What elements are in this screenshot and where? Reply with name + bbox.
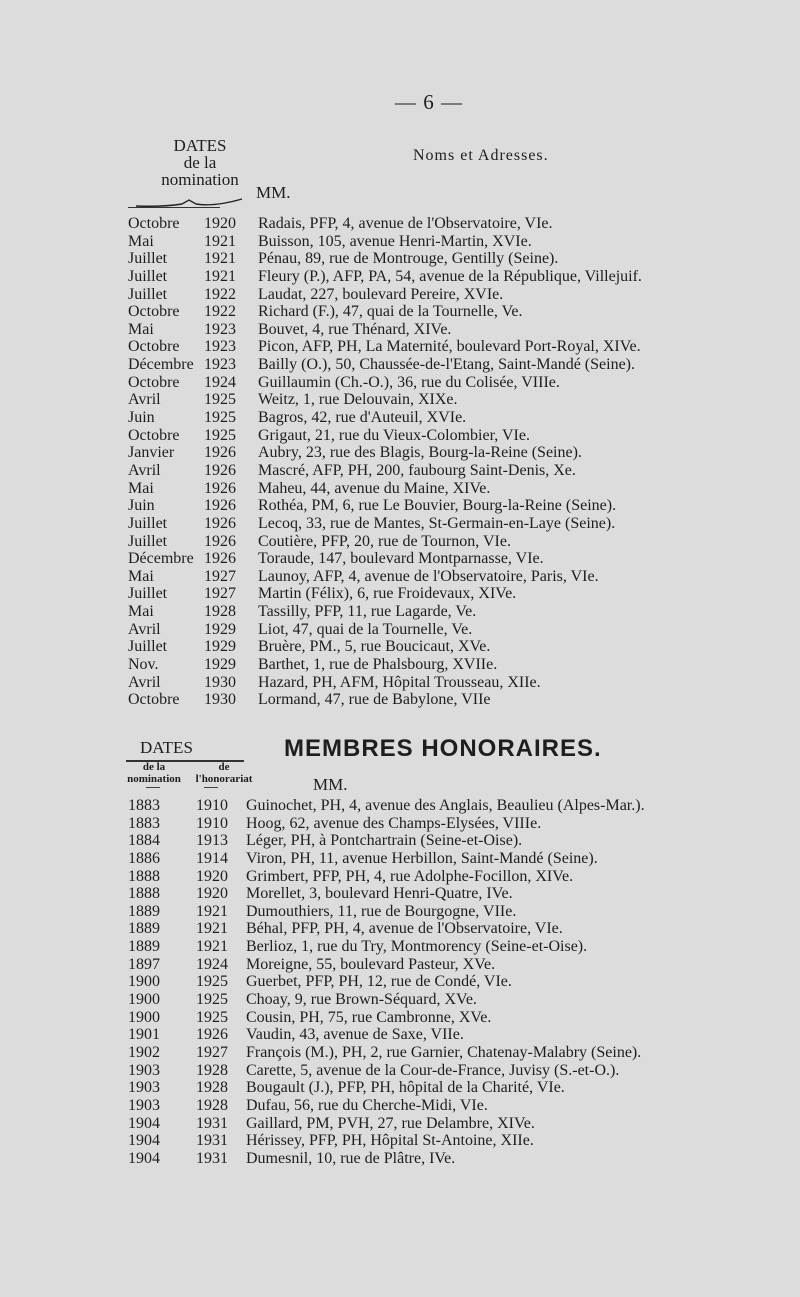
date-year: 1925 <box>204 391 236 409</box>
member-entry: Bouvet, 4, rue Thénard, XIVe. <box>258 320 452 338</box>
member-entry: Grimbert, PFP, PH, 4, rue Adolphe-Focillon, XIVe. <box>246 867 574 885</box>
date-year: 1923 <box>204 338 236 356</box>
date-year: 1923 <box>204 320 236 338</box>
honorariat-year: 1925 <box>196 1008 228 1026</box>
nomination-year: 1900 <box>128 1008 160 1026</box>
honorariat-year: 1920 <box>196 867 228 885</box>
date-month: Nov. <box>128 656 159 674</box>
date-year: 1924 <box>204 373 236 391</box>
member-entry: Aubry, 23, rue des Blagis, Bourg-la-Reine (Seine). <box>258 444 582 462</box>
member-entry: Morellet, 3, boulevard Henri-Quatre, IVe. <box>246 885 513 903</box>
member-entry: Dumesnil, 10, rue de Plâtre, IVe. <box>246 1149 456 1167</box>
date-month: Octobre <box>128 338 180 356</box>
date-year: 1923 <box>204 356 236 374</box>
date-month: Juillet <box>128 514 168 532</box>
member-entry: Gaillard, PM, PVH, 27, rue Delambre, XIVe. <box>246 1114 535 1132</box>
date-year: 1929 <box>204 638 236 656</box>
member-entry: Hérissey, PFP, PH, Hôpital St-Antoine, XIIe. <box>246 1132 534 1150</box>
member-entry: Viron, PH, 11, avenue Herbillon, Saint-Mandé (Seine). <box>246 849 598 867</box>
nomination-year: 1888 <box>128 867 160 885</box>
nomination-year: 1884 <box>128 832 160 850</box>
honorariat-year: 1925 <box>196 991 228 1009</box>
member-entry: Mascré, AFP, PH, 200, faubourg Saint-Denis, Xe. <box>258 461 576 479</box>
member-entry: Pénau, 89, rue de Montrouge, Gentilly (Seine). <box>258 250 559 268</box>
member-entry: Buisson, 105, avenue Henri-Martin, XVIe. <box>258 232 532 250</box>
date-month: Juin <box>128 497 155 515</box>
section-title: MEMBRES HONORAIRES. <box>284 735 602 762</box>
honorariat-subheader <box>186 761 262 785</box>
date-year: 1926 <box>204 497 236 515</box>
honorariat-year: 1927 <box>196 1043 228 1061</box>
member-entry: Berlioz, 1, rue du Try, Montmorency (Seine-et-Oise). <box>246 938 588 956</box>
member-entry: Guillaumin (Ch.-O.), 36, rue du Colisée, VIIIe. <box>258 373 560 391</box>
date-year: 1927 <box>204 585 236 603</box>
date-month: Juillet <box>128 638 168 656</box>
date-month: Juillet <box>128 267 168 285</box>
date-year: 1929 <box>204 656 236 674</box>
honorariat-year: 1928 <box>196 1096 228 1114</box>
page-number: — 6 — <box>395 90 463 114</box>
date-year: 1930 <box>204 691 236 709</box>
honorariat-year: 1914 <box>196 849 228 867</box>
date-month: Octobre <box>128 691 180 709</box>
member-entry: Fleury (P.), AFP, PA, 54, avenue de la République, Villejuif. <box>258 267 642 285</box>
nomination-year: 1903 <box>128 1096 160 1114</box>
member-entry: Laudat, 227, boulevard Pereire, XVIe. <box>258 285 504 303</box>
date-year: 1929 <box>204 620 236 638</box>
honorariat-year: 1931 <box>196 1132 228 1150</box>
date-year: 1926 <box>204 532 236 550</box>
member-entry: Carette, 5, avenue de la Cour-de-France, Juvisy (S.-et-O.). <box>246 1061 620 1079</box>
member-entry: Choay, 9, rue Brown-Séquard, XVe. <box>246 991 477 1009</box>
honorariat-year: 1931 <box>196 1149 228 1167</box>
member-entry: Martin (Félix), 6, rue Froidevaux, XIVe. <box>258 585 517 603</box>
date-month: Janvier <box>128 444 175 462</box>
date-month: Octobre <box>128 426 180 444</box>
date-month: Juillet <box>128 250 168 268</box>
nomination-year: 1889 <box>128 938 160 956</box>
date-month: Mai <box>128 567 154 585</box>
subheader-line: l'honorariat <box>195 773 253 785</box>
nomination-year: 1901 <box>128 1026 160 1044</box>
member-entry: Dumouthiers, 11, rue de Bourgogne, VIIe. <box>246 902 517 920</box>
date-year: 1926 <box>204 479 236 497</box>
honorary-dates-header: DATES <box>140 738 193 757</box>
date-month: Mai <box>128 479 154 497</box>
date-year: 1925 <box>204 426 236 444</box>
date-month: Octobre <box>128 303 180 321</box>
date-month: Juin <box>128 409 155 427</box>
date-month: Décembre <box>128 550 194 568</box>
member-entry: Coutière, PFP, 20, rue de Tournon, VIe. <box>258 532 511 550</box>
member-entry: Dufau, 56, rue du Cherche-Midi, VIe. <box>246 1096 488 1114</box>
member-entry: Guerbet, PFP, PH, 12, rue de Condé, VIe. <box>246 973 512 991</box>
member-entry: Toraude, 147, boulevard Montparnasse, VIe. <box>258 550 544 568</box>
nomination-year: 1900 <box>128 991 160 1009</box>
dates-header <box>120 137 280 188</box>
honorariat-year: 1921 <box>196 920 228 938</box>
nomination-year: 1886 <box>128 849 160 867</box>
member-entry: Bruère, PM., 5, rue Boucicaut, XVe. <box>258 638 491 656</box>
member-entry: Barthet, 1, rue de Phalsbourg, XVIIe. <box>258 656 498 674</box>
nomination-year: 1904 <box>128 1149 160 1167</box>
date-year: 1920 <box>204 215 236 232</box>
member-entry: Hazard, PH, AFM, Hôpital Trousseau, XIIe. <box>258 673 541 691</box>
nomination-year: 1888 <box>128 885 160 903</box>
member-entry: Guinochet, PH, 4, avenue des Anglais, Beaulieu (Alpes-Mar.). <box>246 797 645 814</box>
nomination-year: 1904 <box>128 1114 160 1132</box>
nomination-year: 1903 <box>128 1061 160 1079</box>
nomination-year: 1902 <box>128 1043 160 1061</box>
honorariat-year: 1921 <box>196 938 228 956</box>
names-header: Noms et Adresses. <box>413 147 549 164</box>
member-entry: Weitz, 1, rue Delouvain, XIXe. <box>258 391 458 409</box>
nomination-year: 1904 <box>128 1132 160 1150</box>
date-month: Avril <box>128 620 161 638</box>
member-entry: Liot, 47, quai de la Tournelle, Ve. <box>258 620 473 638</box>
date-month: Avril <box>128 461 161 479</box>
date-year: 1926 <box>204 444 236 462</box>
nomination-year: 1889 <box>128 920 160 938</box>
honorariat-year: 1925 <box>196 973 228 991</box>
honorariat-year: 1910 <box>196 797 228 814</box>
date-month: Octobre <box>128 373 180 391</box>
date-year: 1927 <box>204 567 236 585</box>
date-month: Mai <box>128 320 154 338</box>
nomination-year: 1903 <box>128 1079 160 1097</box>
dates-header-line: nomination <box>161 170 239 189</box>
date-month: Octobre <box>128 215 180 232</box>
honorariat-year: 1928 <box>196 1079 228 1097</box>
honorariat-year: 1921 <box>196 902 228 920</box>
date-year: 1922 <box>204 285 236 303</box>
date-year: 1930 <box>204 673 236 691</box>
date-year: 1925 <box>204 409 236 427</box>
nomination-subheader <box>126 761 182 785</box>
date-year: 1928 <box>204 603 236 621</box>
date-year: 1926 <box>204 550 236 568</box>
mm-label-honorary: MM. <box>313 775 348 794</box>
honorariat-year: 1910 <box>196 814 228 832</box>
member-entry: Tassilly, PFP, 11, rue Lagarde, Ve. <box>258 603 477 621</box>
member-entry: Rothéa, PM, 6, rue Le Bouvier, Bourg-la-Reine (Seine). <box>258 497 617 515</box>
dates-header-line: DATES <box>173 136 227 155</box>
member-entry: Lormand, 47, rue de Babylone, VIIe <box>258 691 491 709</box>
member-entry: Picon, AFP, PH, La Maternité, boulevard Port-Royal, XIVe. <box>258 338 641 356</box>
date-month: Mai <box>128 232 154 250</box>
member-entry: Launoy, AFP, 4, avenue de l'Observatoire, Paris, VIe. <box>258 567 599 585</box>
header-rule <box>128 207 220 208</box>
member-entry: Béhal, PFP, PH, 4, avenue de l'Observatoire, VIe. <box>246 920 563 938</box>
member-entry: Maheu, 44, avenue du Maine, XIVe. <box>258 479 491 497</box>
nomination-year: 1883 <box>128 797 160 814</box>
honorariat-year: 1931 <box>196 1114 228 1132</box>
member-entry: François (M.), PH, 2, rue Garnier, Chatenay-Malabry (Seine). <box>246 1043 642 1061</box>
date-year: 1921 <box>204 267 236 285</box>
honorariat-year: 1926 <box>196 1026 228 1044</box>
date-year: 1926 <box>204 461 236 479</box>
member-entry: Cousin, PH, 75, rue Cambronne, XVe. <box>246 1008 492 1026</box>
member-entry: Lecoq, 33, rue de Mantes, St-Germain-en-Laye (Seine). <box>258 514 616 532</box>
nomination-year: 1900 <box>128 973 160 991</box>
date-month: Décembre <box>128 356 194 374</box>
honorariat-year: 1924 <box>196 955 228 973</box>
member-entry: Bailly (O.), 50, Chaussée-de-l'Etang, Saint-Mandé (Seine). <box>258 356 636 374</box>
date-year: 1921 <box>204 250 236 268</box>
date-year: 1922 <box>204 303 236 321</box>
column-dash <box>204 787 218 788</box>
date-month: Juillet <box>128 532 168 550</box>
honorariat-year: 1913 <box>196 832 228 850</box>
nomination-year: 1897 <box>128 955 160 973</box>
column-dash <box>146 787 160 788</box>
member-entry: Moreigne, 55, boulevard Pasteur, XVe. <box>246 955 496 973</box>
member-entry: Bagros, 42, rue d'Auteuil, XVIe. <box>258 409 467 427</box>
member-entry: Bougault (J.), PFP, PH, hôpital de la Charité, VIe. <box>246 1079 565 1097</box>
honorariat-year: 1920 <box>196 885 228 903</box>
nomination-year: 1883 <box>128 814 160 832</box>
member-entry: Grigaut, 21, rue du Vieux-Colombier, VIe. <box>258 426 530 444</box>
date-month: Juillet <box>128 285 168 303</box>
date-month: Mai <box>128 603 154 621</box>
member-entry: Vaudin, 43, avenue de Saxe, VIIe. <box>246 1026 464 1044</box>
member-entry: Richard (F.), 47, quai de la Tournelle, Ve. <box>258 303 523 321</box>
member-entry: Léger, PH, à Pontchartrain (Seine-et-Oise). <box>246 832 523 850</box>
nomination-year: 1889 <box>128 902 160 920</box>
dates-header-line: de la <box>183 153 217 172</box>
subheader-line: de la <box>142 761 166 773</box>
honorariat-year: 1928 <box>196 1061 228 1079</box>
date-month: Juillet <box>128 585 168 603</box>
subheader-line: de <box>218 761 230 773</box>
date-year: 1926 <box>204 514 236 532</box>
date-month: Avril <box>128 673 161 691</box>
date-month: Avril <box>128 391 161 409</box>
member-entry: Radais, PFP, 4, avenue de l'Observatoire, VIe. <box>258 215 553 232</box>
member-entry: Hoog, 62, avenue des Champs-Elysées, VIIIe. <box>246 814 542 832</box>
mm-label: MM. <box>256 183 291 202</box>
date-year: 1921 <box>204 232 236 250</box>
subheader-line: nomination <box>127 773 181 785</box>
